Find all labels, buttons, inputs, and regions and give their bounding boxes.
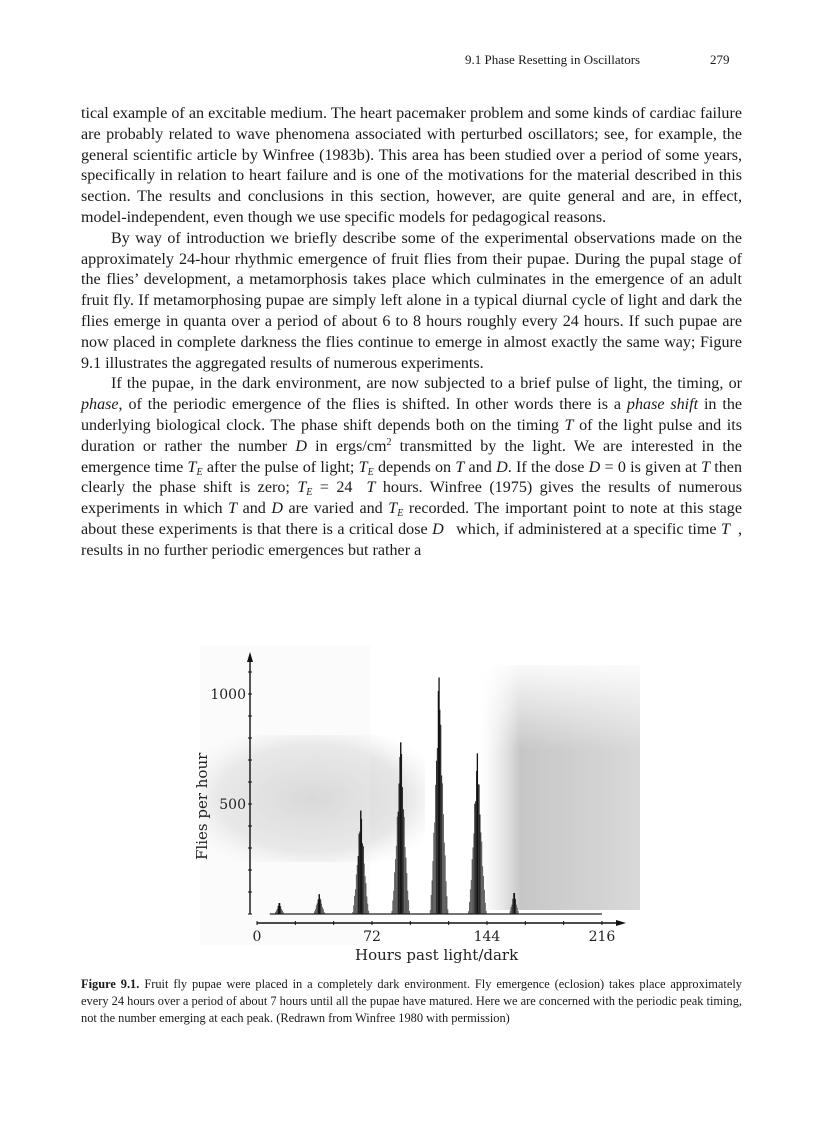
x-tick-label: 216	[588, 929, 616, 945]
x-tick-label: 0	[252, 929, 262, 945]
y-axis-label: Flies per hour	[193, 752, 211, 860]
paragraph: tical example of an excitable medium. The heart pacemaker problem and some kinds of cardiac failure are probably related to wave phenomena associated with perturbed oscillators; see, for example, the general scientific article by Winfree (1983b). This area has been studied over a period of some years, specifically in relation to heart failure and is one of the motivations for the material described in this section. The results and conclusions in this section, however, are quite general and are, in effect, model-independent, even though we use specific models for pedagogical reasons.	[81, 105, 742, 226]
running-head-section-title: 9.1 Phase Resetting in Oscillators	[465, 52, 641, 67]
figure-caption-text: Fruit fly pupae were placed in a completely dark environment. Fly emergence (eclosion) takes place approximately every 24 hours over a period of about 7 hours until all the pupae have matured. Here we are concerned with the periodic peak timing, not the number emerging at each peak. (Redrawn from Winfree 1980 with permission)	[81, 977, 742, 1025]
running-head	[0, 52, 816, 70]
y-tick-label: 500	[219, 797, 246, 813]
x-tick-label: 72	[363, 929, 381, 945]
background-shading	[200, 645, 640, 945]
paragraph: If the pupae, in the dark environment, are now subjected to a brief pulse of light, the timing, or phase, of the periodic emergence of the flies is shifted. In other words there is a phase shift in the underlying biological clock. The phase shift depends both on the timing T of the light pulse and its duration or rather the number D in ergs/$cm^2$ transmitted by the light. We are interested in the emergence time $T_E$ after the pulse of light; $T_E$ depends on T and D. If the dose D = 0 is given at T then clearly the phase shift is zero; $T_E = 24$ T hours. Winfree (1975) gives the results of numerous experiments in which T and D are varied and $T_E$ recorded. The important point to note at this stage about these experiments is that there is a critical dose D which, if administered at a specific time T , results in no further periodic emergences but rather a	[81, 375, 743, 559]
x-tick-label: 144	[473, 929, 501, 945]
y-tick-label: 1000	[210, 687, 246, 703]
page-number: 279	[710, 52, 730, 67]
paragraph: By way of introduction we briefly describe some of the experimental observations made on the approximately 24-hour rhythmic emergence of fruit flies from their pupae. During the pupal stage of the flies’ development, a metamorphosis takes place which culminates in the emergence of an adult fruit fly. If metamorphosing pupae are simply left alone in a typical diurnal cycle of light and dark the flies emerge in quanta over a period of about 6 to 8 hours roughly every 24 hours. If such pupae are now placed in complete darkness the flies continue to emerge in almost exactly the same way; Figure 9.1 illustrates the aggregated results of numerous experiments.	[81, 229, 742, 372]
histogram-peak	[430, 678, 448, 915]
emergence-histogram-chart	[180, 640, 640, 970]
figure-9-1	[180, 640, 640, 970]
figure-caption	[81, 976, 742, 1027]
body-text	[81, 104, 742, 562]
figure-caption-label: Figure 9.1.	[81, 977, 140, 991]
x-axis-label: Hours past light/dark	[355, 946, 519, 964]
